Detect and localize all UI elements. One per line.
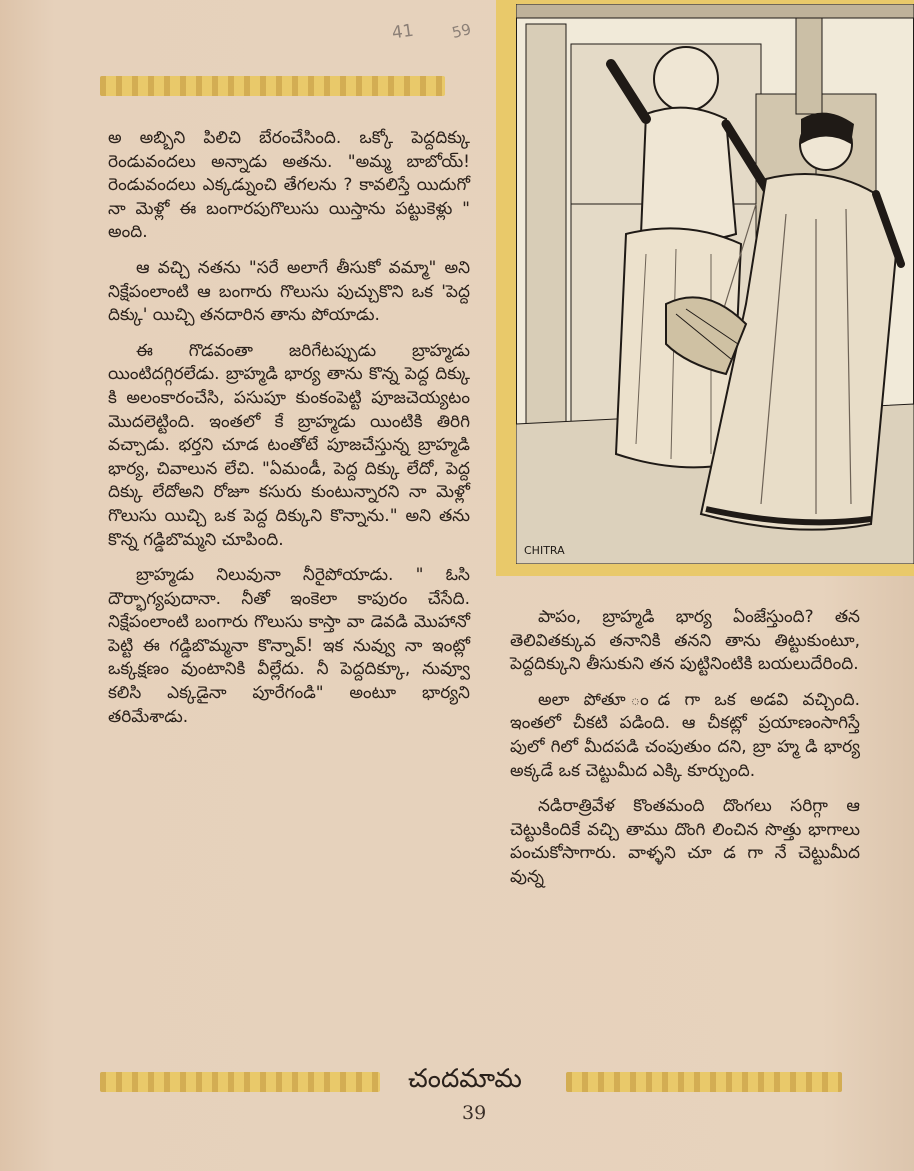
paragraph: పాపం, బ్రాహ్మడి భార్య ఏంజేస్తుంది? తన తెలివితక్కువ తనానికి తనని తాను తిట్టుకుంటూ, పెద్దదిక్కుని తీసుకుని తన పుట్టినింటికి బయలుదేరింది. [510, 607, 860, 675]
page-number: 39 [462, 1102, 487, 1124]
decorative-header-band [100, 76, 445, 96]
paragraph: నడిరాత్రివేళ కొంతమంది దొంగలు సరిగ్గా ఆ చెట్టుకిందికే వచ్చి తాము దొంగి లించిన సొత్తు భాగాలు పంచుకోసాగారు. వాళ్ళని చూ డ గా నే చెట్టుమీద వున్న [510, 796, 860, 887]
illustration-frame [496, 0, 914, 576]
paragraph: ఆ వచ్చి నతను "సరే అలాగే తీసుకో వమ్మా" అని నిక్షేపంలాంటి ఆ బంగారు గొలుసు పుచ్చుకొని ఒక 'పెద్ద దిక్కు' యిచ్చి తనదారిన తాను పోయాడు. [108, 257, 470, 326]
paragraph: అ అబ్బిని పిలిచి బేరంచేసింది. ఒక్కో పెద్దదిక్కు రెండువందలు అన్నాడు అతను. "అమ్మ బాబోయ్! రెండువందలు ఎక్కడ్నుంచి తేగలను ? కావలిస్తే యిదుగో నా మెళ్లో ఈ బంగారపుగొలుసు యిస్తాను పట్టుకెళ్లు " అంది. [108, 128, 470, 243]
margin-mark: 59 [450, 19, 473, 43]
magazine-title: చందమామ [408, 1064, 522, 1094]
illustration-drawing [516, 4, 914, 564]
decorative-footer-band-right [566, 1072, 842, 1092]
margin-mark: 41 [390, 20, 415, 44]
artist-signature: CHITRA [524, 544, 565, 557]
right-column [510, 606, 860, 902]
decorative-footer-band-left [100, 1072, 380, 1092]
paragraph: బ్రాహ్మడు నిలువునా నీరైపోయాడు. " ఓసి దౌర్భాగ్యపుదానా. నీతో ఇంకెలా కాపురం చేసేది. నిక్షేపంలాంటి బంగారు గొలుసు కాస్తా వా డెవడి మొహానో పెట్టి ఈ గడ్డిబొమ్మనా కొన్నావ్! ఇక నువ్వు నా ఇంట్లో ఒక్కక్షణం వుంటానికి వీల్లేదు. నీ పెద్దదిక్కూ, నువ్వూ కలిసి ఎక్కడైనా పూరేగండి" అంటూ భార్యని తరిమేశాడు. [108, 565, 470, 727]
paragraph: అలా పోతూ ండ గా ఒక అడవి వచ్చింది. ఇంతలో చీకటి పడింది. ఆ చీకట్లో ప్రయాణంసాగిస్తే పులో గిలో మీదపడి చంపుతుం దని, బ్రా హ్మ డి భార్య అక్కడే ఒక చెట్టుమీద ఎక్కి కూర్చుంది. [510, 689, 860, 781]
left-column [108, 127, 470, 741]
paragraph: ఈ గొడవంతా జరిగేటప్పుడు బ్రాహ్మడు యింటిదగ్గిరలేడు. బ్రాహ్మడి భార్య తాను కొన్న పెద్ద దిక్కు కి అలంకారంచేసి, పసుపూ కుంకంపెట్టి పూజచెయ్యటం మొదలెట్టింది. ఇంతలో కే బ్రాహ్మడు యింటికి తిరిగి వచ్చాడు. భర్తని చూడ టంతోటే పూజచేస్తున్న బ్రాహ్మడి భార్య, చివాలున లేచి. "ఏమండీ, పెద్ద దిక్కు లేదో, పెద్ద దిక్కు లేదోఅని రోజూ కసురు కుంటున్నారని నా మెళ్లో గొలుసు యిచ్చి ఒక పెద్ద దిక్కుని కొన్నాను." అని తను కొన్న గడ్డిబొమ్మని చూపింది. [108, 340, 470, 550]
